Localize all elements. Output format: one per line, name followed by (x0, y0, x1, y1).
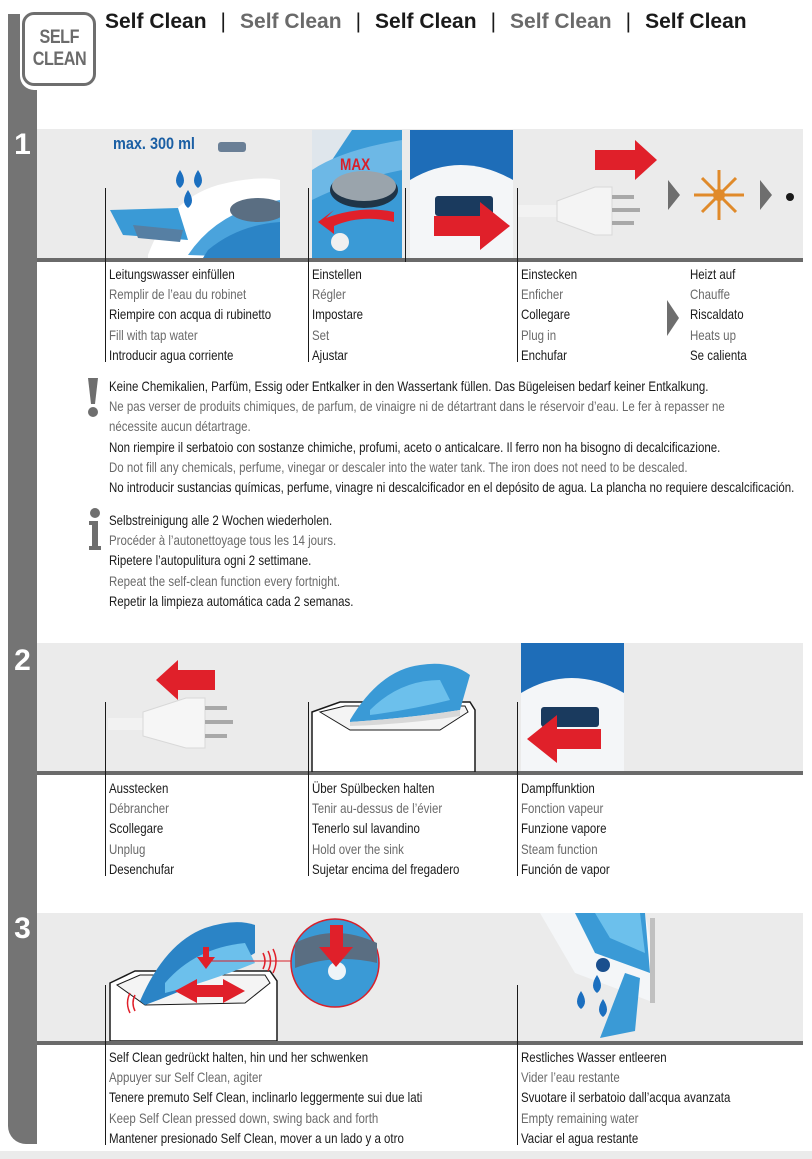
divider-line (405, 188, 406, 262)
divider-line (105, 188, 106, 362)
warning-de: Keine Chemikalien, Parfüm, Essig oder Entkalker in den Wassertank füllen. Das Bügeleisen bedarf keiner Entkalkung. (109, 378, 709, 394)
heating-sequence (664, 160, 809, 230)
caption-en: Fill with tap water (109, 326, 198, 343)
divider-line (308, 702, 309, 876)
unplug-illustration (108, 650, 248, 765)
info-en: Repeat the self-clean function every fortnight. (109, 572, 341, 589)
arrow-left-icon (156, 660, 215, 700)
caption-de: Self Clean gedrückt halten, hin und her schwenken (109, 1049, 369, 1065)
caption-fr: Régler (312, 286, 346, 303)
steam-switch-illustration (410, 130, 513, 258)
caption-en: Empty remaining water (521, 1109, 639, 1126)
caption-it: Collegare (521, 306, 571, 323)
info-fr: Procéder à l’autonettoyage tous les 14 jours. (109, 532, 337, 549)
caption-empty-water (521, 1047, 730, 1148)
title-separator: | (220, 10, 227, 33)
caption-it: Scollegare (109, 820, 164, 837)
caption-it: Riscaldato (690, 306, 744, 323)
swing-iron-illustration (105, 913, 380, 1041)
caption-heats-up (690, 264, 747, 365)
title-en: Self Clean (510, 10, 612, 33)
info-es: Repetir la limpieza automática cada 2 semanas. (109, 592, 354, 609)
caption-es: Función de vapor (521, 860, 610, 877)
caption-en: Unplug (109, 840, 146, 857)
caption-fr: Appuyer sur Self Clean, agiter (109, 1069, 263, 1086)
caption-de: Leitungswasser einfüllen (109, 266, 235, 282)
warning-es: No introducir sustancias químicas, perfume, vinagre ni descalcificador en el depósito de agua. La plancha no requiere descalcificación. (109, 479, 795, 496)
caption-it: Riempire con acqua di rubinetto (109, 306, 272, 323)
title-separator: | (355, 10, 362, 33)
max-label: MAX (340, 155, 371, 174)
caption-de: Ausstecken (109, 780, 169, 796)
title-separator: | (625, 10, 632, 33)
warning-fr-cont: nécessite aucun détartrage. (109, 418, 251, 435)
caption-es: Se calienta (690, 346, 747, 363)
title-fr: Self Clean (240, 10, 342, 33)
caption-it: Tenerlo sul lavandino (312, 820, 420, 837)
caption-swing (109, 1047, 422, 1148)
hold-over-sink-illustration (310, 660, 480, 772)
title-es: Self Clean (645, 10, 747, 33)
caption-hold-over-sink (312, 778, 459, 879)
caption-es: Ajustar (312, 346, 348, 363)
caption-de: Restliches Wasser entleeren (521, 1049, 667, 1065)
title-separator: | (490, 10, 497, 33)
page-title (105, 10, 747, 34)
caption-set (312, 264, 363, 365)
caption-de: Heizt auf (690, 266, 736, 282)
caption-fr: Remplir de l’eau du robinet (109, 286, 247, 303)
caption-en: Steam function (521, 840, 598, 857)
divider-line (105, 702, 106, 876)
warning-icon (86, 378, 100, 418)
chevron-right-icon (665, 298, 681, 338)
caption-es: Desenchufar (109, 860, 175, 877)
caption-fr: Chauffe (690, 286, 731, 303)
caption-plug-in (521, 264, 577, 365)
caption-fill-water (109, 264, 271, 365)
self-clean-badge (22, 12, 96, 86)
caption-en: Set (312, 326, 330, 343)
caption-it: Svuotare il serbatoio dall’acqua avanzata (521, 1089, 731, 1106)
badge-line-1: SELF (39, 27, 79, 48)
chevron-right-icon (668, 180, 680, 210)
divider-line (517, 985, 518, 1145)
caption-fr: Vider l’eau restante (521, 1069, 620, 1086)
badge-line-2: CLEAN (32, 49, 86, 70)
info-it: Ripetere l’autopulitura ogni 2 settimane. (109, 552, 312, 569)
capacity-label: max. 300 ml (113, 134, 195, 153)
caption-es: Sujetar encima del fregadero (312, 860, 460, 877)
caption-fr: Enficher (521, 286, 564, 303)
step-number-1: 1 (14, 128, 31, 161)
caption-es: Introducir agua corriente (109, 346, 234, 363)
info-icon (87, 508, 103, 550)
caption-en: Heats up (690, 326, 736, 343)
steam-off-switch-illustration (521, 643, 624, 771)
info-text (109, 510, 353, 611)
divider-line (308, 188, 309, 362)
arrow-right-icon (595, 140, 657, 180)
section-sidebar (8, 14, 37, 1144)
caption-de: Einstellen (312, 266, 362, 282)
empty-water-illustration (535, 913, 675, 1041)
caption-fr: Fonction vapeur (521, 800, 604, 817)
title-it: Self Clean (375, 10, 477, 33)
caption-es: Vaciar el agua restante (521, 1129, 639, 1146)
warning-fr: Ne pas verser de produits chimiques, de parfum, de vinaigre ni de détartrant dans le réservoir d’eau. Le fer à repasser ne (109, 398, 725, 415)
step-number-2: 2 (14, 644, 31, 677)
chevron-right-icon (760, 180, 772, 210)
divider-line (517, 702, 518, 876)
caption-de: Dampffunktion (521, 780, 595, 796)
title-de: Self Clean (105, 10, 207, 33)
ready-dot-icon (786, 193, 794, 201)
caption-en: Plug in (521, 326, 557, 343)
step-number-3: 3 (14, 912, 31, 945)
plug-in-illustration (517, 135, 667, 253)
iron-display (218, 142, 246, 152)
caption-it: Impostare (312, 306, 364, 323)
divider-line (517, 188, 518, 362)
caption-it: Tenere premuto Self Clean, inclinarlo leggermente sui due lati (109, 1089, 423, 1106)
caption-en: Hold over the sink (312, 840, 404, 857)
caption-fr: Tenir au-dessus de l’évier (312, 800, 443, 817)
caption-es: Mantener presionado Self Clean, mover a un lado y a otro (109, 1129, 404, 1146)
divider-line (105, 985, 106, 1145)
warning-it: Non riempire il serbatoio con sostanze chimiche, profumi, aceto o anticalcare. Il ferro non ha bisogno di decalcificazione. (109, 438, 721, 455)
caption-it: Funzione vapore (521, 820, 607, 837)
caption-es: Enchufar (521, 346, 567, 363)
caption-en: Keep Self Clean pressed down, swing back and forth (109, 1109, 379, 1126)
caption-de: Über Spülbecken halten (312, 780, 435, 796)
caption-fr: Débrancher (109, 800, 169, 817)
caption-unplug (109, 778, 174, 879)
warning-text (109, 376, 794, 497)
warning-en: Do not fill any chemicals, perfume, vinegar or descaler into the water tank. The iron does not need to be descaled. (109, 458, 688, 475)
steam-dial-illustration (312, 130, 402, 258)
footer-strip (0, 1151, 812, 1159)
info-de: Selbstreinigung alle 2 Wochen wiederholen. (109, 512, 333, 528)
caption-de: Einstecken (521, 266, 578, 282)
caption-steam-function (521, 778, 610, 879)
